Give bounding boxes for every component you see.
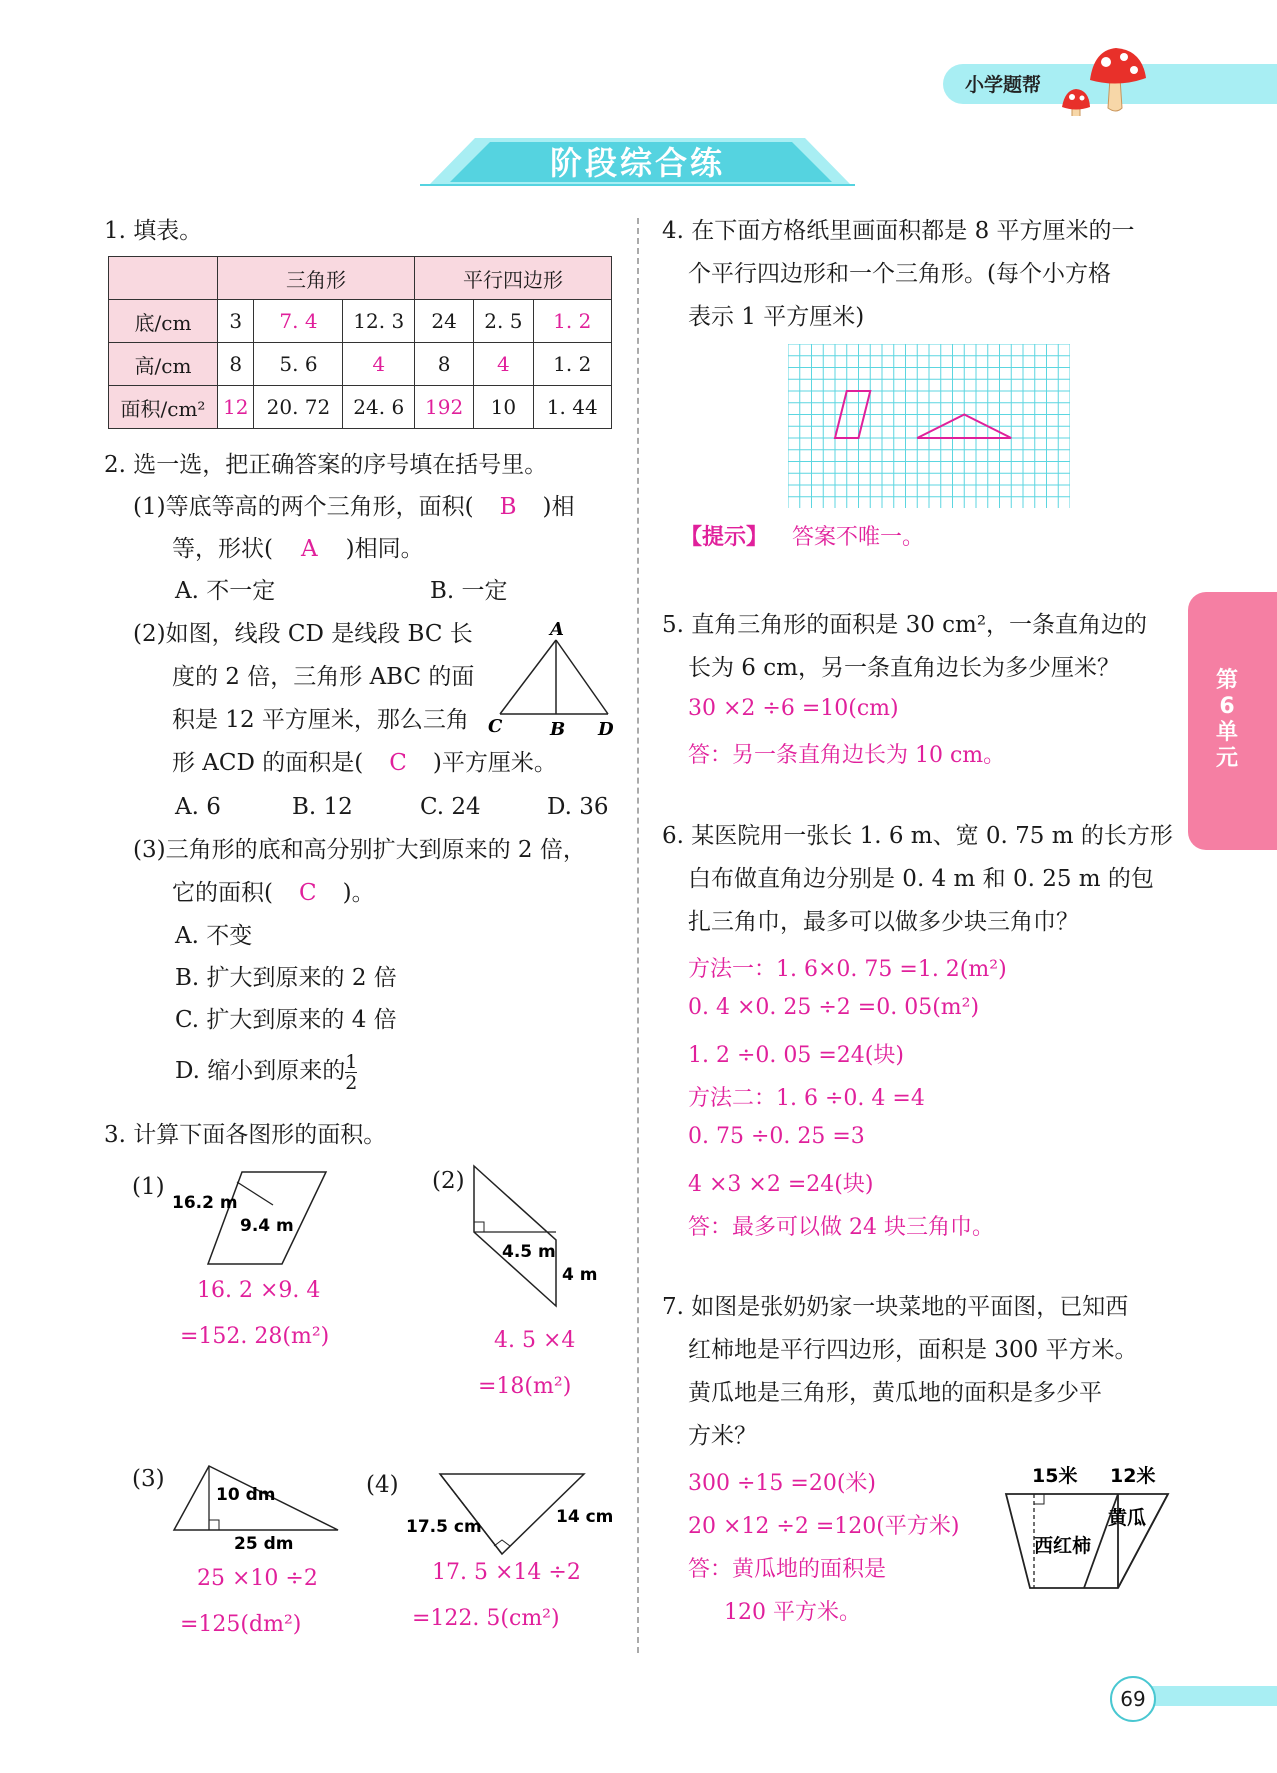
fig1-height: 9.4 m	[240, 1216, 294, 1236]
q2-part3-line1: (3)三角形的底和高分别扩大到原来的 2 倍，	[133, 837, 586, 863]
q6-answer: 4 ×3 ×2 =24(块)	[688, 1172, 874, 1197]
q5-line2: 长为 6 cm，另一条直角边长为多少厘米？	[688, 655, 1120, 681]
q6-line1: 6. 某医院用一张长 1. 6 m、宽 0. 75 m 的长方形	[662, 823, 1173, 849]
tomato-plot-label: 西红柿	[1034, 1535, 1092, 1557]
q2-text: )相	[542, 494, 575, 520]
q2-answer: C	[298, 880, 317, 906]
q7-line1: 7. 如图是张奶奶家一块菜地的平面图，已知西	[662, 1294, 1129, 1320]
q6-answer: 方法一：1. 6×0. 75 =1. 2(m²)	[688, 957, 1007, 982]
grid-paper	[788, 344, 1070, 508]
q7-answer: 120 平方米。	[724, 1600, 861, 1625]
triangle-figure-3	[168, 1460, 348, 1552]
table-cell: 1. 2	[533, 300, 612, 343]
fraction-denominator: 2	[345, 1071, 358, 1094]
q4-hint	[680, 520, 924, 551]
parallelogram-figure-1	[168, 1168, 338, 1272]
table-cell: 1. 2	[533, 343, 612, 386]
label-d: D	[598, 719, 614, 738]
q2-text: )。	[342, 880, 375, 906]
q2-option: C. 扩大到原来的 4 倍	[175, 1007, 397, 1033]
table-cell: 7. 4	[254, 300, 343, 343]
q2-option: A. 不变	[175, 923, 253, 949]
table-row	[109, 386, 612, 429]
q5-answer-1: 30 ×2 ÷6 =10(cm)	[688, 696, 899, 721]
q2-text: )平方厘米。	[432, 750, 557, 776]
q3-title: 3. 计算下面各图形的面积。	[104, 1122, 387, 1148]
q5-line1: 5. 直角三角形的面积是 30 cm²，一条直角边的	[662, 612, 1148, 638]
table-cell: 1. 44	[533, 386, 612, 429]
width-label-2: 12米	[1110, 1465, 1156, 1487]
q2-option: B. 一定	[430, 578, 508, 604]
q6-answer: 答：最多可以做 24 块三角巾。	[688, 1215, 994, 1240]
q2-part1-line1	[133, 486, 574, 528]
q2-text: D. 缩小到原来的	[175, 1058, 346, 1084]
q6-answer: 方法二：1. 6 ÷0. 4 =4	[688, 1086, 925, 1111]
label-a: A	[550, 619, 564, 640]
row-label: 面积/cm²	[109, 386, 218, 429]
table-cell: 2. 5	[474, 300, 533, 343]
table-cell: 10	[474, 386, 533, 429]
fig1-label: (1)	[132, 1174, 165, 1200]
fig3-label: (3)	[132, 1466, 165, 1492]
q2-part2-line2: 度的 2 倍，三角形 ABC 的面	[172, 664, 475, 690]
unit-char: 第	[1215, 668, 1238, 693]
q2-option: A. 6	[175, 794, 221, 820]
table-cell: 24. 6	[343, 386, 415, 429]
unit-char: 元	[1215, 746, 1238, 771]
cucumber-plot-label: 黄瓜	[1108, 1507, 1147, 1529]
fig2-answer-2: =18(m²)	[478, 1374, 572, 1399]
q4-line1: 4. 在下面方格纸里画面积都是 8 平方厘米的一	[662, 218, 1135, 244]
q6-answer: 1. 2 ÷0. 05 =24(块)	[688, 1043, 904, 1068]
q7-line2: 红柿地是平行四边形，面积是 300 平方米。	[688, 1337, 1138, 1363]
fig4-label: (4)	[366, 1472, 399, 1498]
fig1-side: 16.2 m	[172, 1193, 238, 1213]
q7-answer: 300 ÷15 =20(米)	[688, 1471, 876, 1496]
q1-table	[108, 256, 612, 429]
label-b: B	[550, 719, 566, 738]
row-label: 高/cm	[109, 343, 218, 386]
page-number-bar	[1135, 1686, 1277, 1706]
fig1-answer-1: 16. 2 ×9. 4	[197, 1278, 321, 1303]
fig3-answer-2: =125(dm²)	[180, 1612, 302, 1637]
q2-option: D. 36	[547, 794, 609, 820]
q7-answer: 答：黄瓜地的面积是	[688, 1557, 887, 1582]
hint-label: 【提示】	[680, 524, 769, 550]
q2-option: A. 不一定	[175, 578, 276, 604]
table-cell: 12	[218, 386, 254, 429]
q2-text: 它的面积(	[172, 880, 273, 906]
unit-char: 单	[1215, 720, 1238, 745]
q1-title: 1. 填表。	[104, 218, 203, 244]
table-cell: 192	[415, 386, 474, 429]
q6-answer: 0. 4 ×0. 25 ÷2 =0. 05(m²)	[688, 995, 980, 1020]
table-cell: 5. 6	[254, 343, 343, 386]
table-cell: 12. 3	[343, 300, 415, 343]
fig4-side-b: 14 cm	[556, 1507, 614, 1527]
group-parallelogram: 平行四边形	[415, 257, 612, 300]
q2-answer: C	[389, 750, 407, 776]
table-row	[109, 300, 612, 343]
hint-text: 答案不唯一。	[792, 525, 925, 550]
q7-line3: 黄瓜地是三角形，黄瓜地的面积是多少平	[688, 1380, 1102, 1406]
fig2-height: 4.5 m	[502, 1242, 556, 1262]
fig3-answer-1: 25 ×10 ÷2	[197, 1566, 318, 1591]
fig2-base: 4 m	[562, 1265, 598, 1285]
row-label: 底/cm	[109, 300, 218, 343]
fig1-answer-2: =152. 28(m²)	[180, 1324, 330, 1349]
q2-title: 2. 选一选，把正确答案的序号填在括号里。	[104, 452, 548, 478]
fig3-height: 10 dm	[216, 1485, 276, 1505]
unit-label	[1188, 668, 1266, 772]
q2-option: B. 12	[292, 794, 353, 820]
table-corner	[109, 257, 218, 300]
q7-answer: 20 ×12 ÷2 =120(平方米)	[688, 1514, 960, 1539]
table-cell: 4	[343, 343, 415, 386]
q2-part3-line2	[172, 872, 375, 914]
unit-char: 6	[1219, 694, 1235, 719]
label-c: C	[488, 716, 503, 737]
triangle-acd-figure	[482, 618, 618, 738]
q2-text: 等，形状(	[172, 536, 273, 562]
q2-part2-line4	[172, 742, 557, 784]
q4-line3: 表示 1 平方厘米)	[688, 304, 865, 330]
page-number: 69	[1110, 1676, 1156, 1722]
q2-text: 形 ACD 的面积是(	[172, 750, 364, 776]
group-triangle: 三角形	[218, 257, 415, 300]
fraction-one-half	[345, 1052, 357, 1093]
q2-option: B. 扩大到原来的 2 倍	[175, 965, 397, 991]
q5-answer-2: 答：另一条直角边长为 10 cm。	[688, 743, 1006, 768]
page-title: 阶段综合练	[549, 144, 725, 182]
q6-answer: 0. 75 ÷0. 25 =3	[688, 1124, 865, 1149]
garden-figure	[998, 1460, 1174, 1592]
column-divider	[637, 218, 639, 1653]
table-cell: 8	[415, 343, 474, 386]
fig4-answer-2: =122. 5(cm²)	[412, 1606, 560, 1631]
fig2-label: (2)	[432, 1168, 465, 1194]
fraction-numerator: 1	[345, 1050, 358, 1073]
q2-text: (1)等底等高的两个三角形，面积(	[133, 494, 474, 520]
table-cell: 8	[218, 343, 254, 386]
q6-line2: 白布做直角边分别是 0. 4 m 和 0. 25 m 的包	[688, 866, 1154, 892]
fig2-answer-1: 4. 5 ×4	[494, 1328, 576, 1353]
fig4-answer-1: 17. 5 ×14 ÷2	[432, 1560, 581, 1585]
width-label-1: 15米	[1032, 1465, 1078, 1487]
triangle-figure-4	[404, 1468, 614, 1568]
parallelogram-figure-2	[466, 1160, 606, 1310]
q2-option: C. 24	[420, 794, 481, 820]
q2-answer: B	[499, 494, 517, 520]
q2-part2-line3: 积是 12 平方厘米，那么三角	[172, 707, 469, 733]
table-row	[109, 343, 612, 386]
q2-part1-line2	[172, 528, 424, 570]
table-cell: 3	[218, 300, 254, 343]
mushroom-icon	[1060, 44, 1150, 116]
q2-text: )相同。	[345, 536, 424, 562]
table-cell: 24	[415, 300, 474, 343]
q2-part2-line1: (2)如图，线段 CD 是线段 BC 长	[133, 621, 473, 647]
fig3-base: 25 dm	[234, 1534, 294, 1552]
fig4-side-a: 17.5 cm	[406, 1517, 482, 1537]
table-cell: 4	[474, 343, 533, 386]
q4-line2: 个平行四边形和一个三角形。(每个小方格	[688, 261, 1111, 287]
q7-line4: 方米？	[688, 1423, 757, 1449]
q2-option	[175, 1050, 357, 1093]
table-cell: 20. 72	[254, 386, 343, 429]
q2-answer: A	[300, 536, 318, 562]
brand-name: 小学题帮	[965, 74, 1042, 96]
q6-line3: 扎三角巾，最多可以做多少块三角巾？	[688, 909, 1079, 935]
